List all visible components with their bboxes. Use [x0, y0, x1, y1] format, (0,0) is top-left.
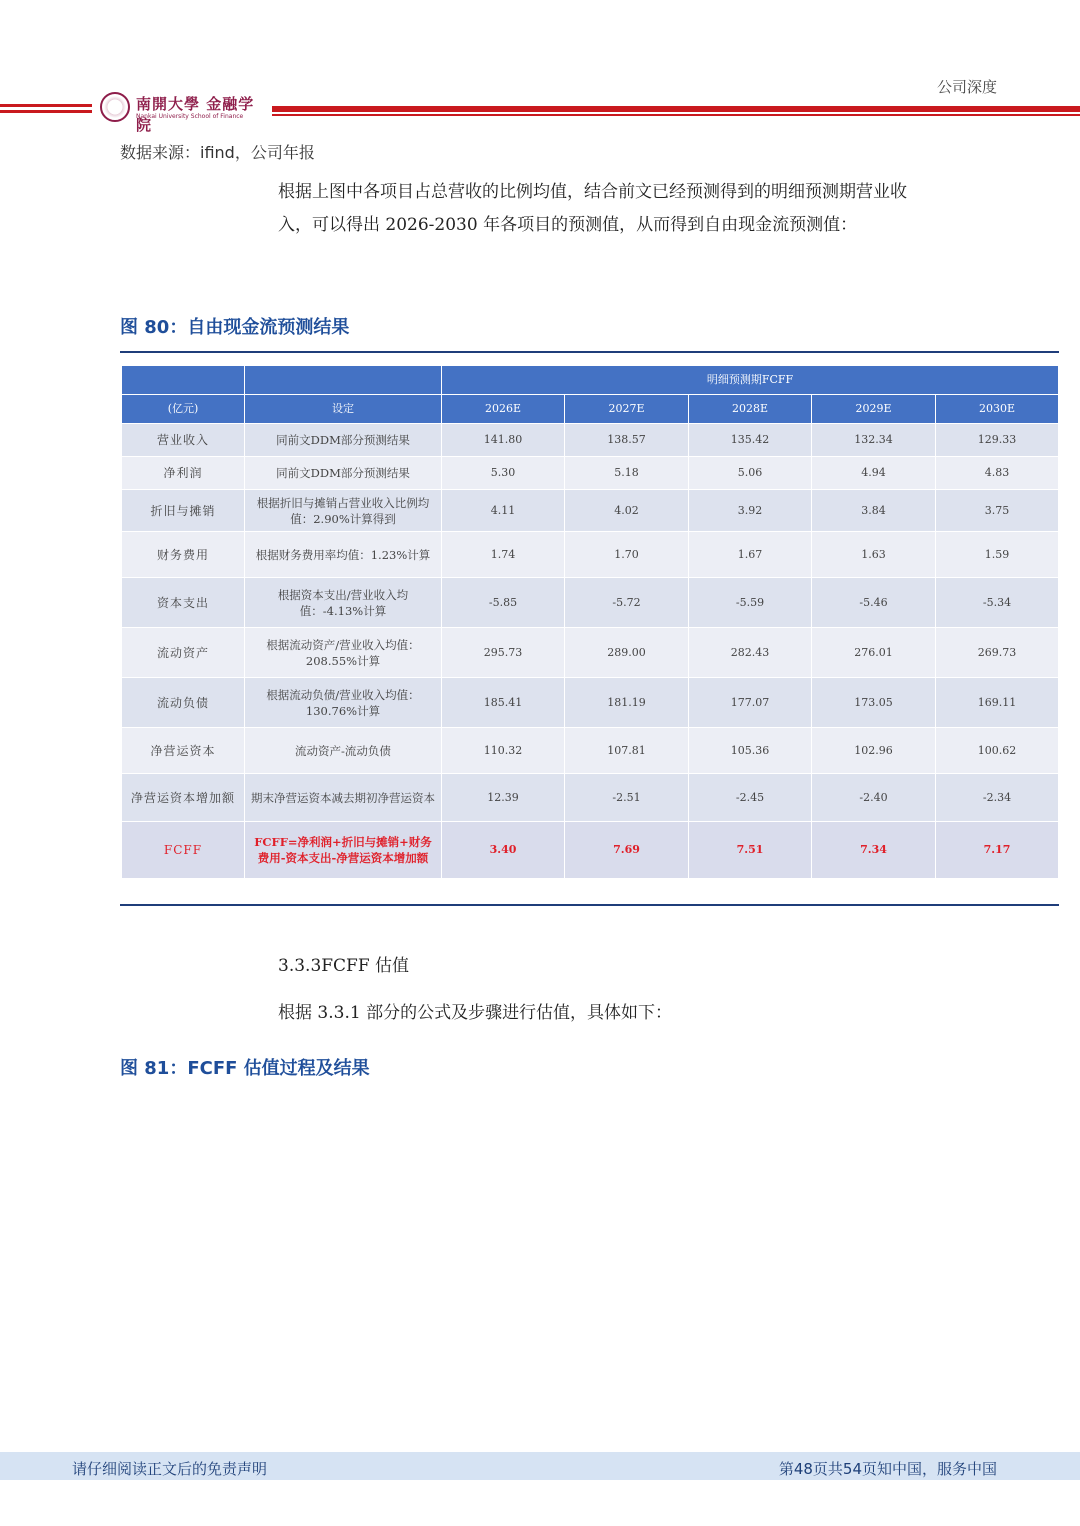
value-cell: 3.92 [689, 490, 812, 532]
value-cell: 100.62 [936, 728, 1059, 774]
col-header-year: 2027E [565, 395, 689, 424]
footer-page-info: 第48页共54页知中国，服务中国 [778, 1460, 997, 1478]
value-cell: 1.74 [442, 532, 565, 578]
value-cell: 185.41 [442, 678, 565, 728]
table-row [122, 424, 1059, 457]
col-header-year: 2029E [812, 395, 936, 424]
table-header-row [122, 395, 1059, 424]
row-item: 营业收入 [122, 424, 245, 457]
row-item: 净营运资本 [122, 728, 245, 774]
row-setting: 同前文DDM部分预测结果 [245, 457, 442, 490]
value-cell: 169.11 [936, 678, 1059, 728]
figure-top-rule [120, 351, 1059, 353]
table-row [122, 532, 1059, 578]
figure-81-title: 图 81：FCFF 估值过程及结果 [120, 1058, 370, 1079]
section-text: 根据 3.3.1 部分的公式及步骤进行估值，具体如下： [278, 1003, 673, 1023]
row-item: 净利润 [122, 457, 245, 490]
paragraph-line: 根据上图中各项目占总营收的比例均值，结合前文已经预测得到的明细预测期营业收 [278, 182, 907, 202]
value-cell: 177.07 [689, 678, 812, 728]
row-item: 资本支出 [122, 578, 245, 628]
value-cell: 7.69 [565, 822, 689, 879]
row-setting: 根据折旧与摊销占营业收入比例均值：2.90%计算得到 [245, 490, 442, 532]
value-cell: 135.42 [689, 424, 812, 457]
value-cell: 105.36 [689, 728, 812, 774]
value-cell: 12.39 [442, 774, 565, 822]
value-cell: -5.59 [689, 578, 812, 628]
row-item: 折旧与摊销 [122, 490, 245, 532]
value-cell: -5.46 [812, 578, 936, 628]
value-cell: 132.34 [812, 424, 936, 457]
table-row [122, 457, 1059, 490]
row-setting: 根据流动资产/营业收入均值：208.55%计算 [245, 628, 442, 678]
value-cell: -2.51 [565, 774, 689, 822]
header-blank-cell [245, 366, 442, 395]
value-cell: 181.19 [565, 678, 689, 728]
logo-sub: Nankai University School of Finance [136, 113, 244, 120]
col-header-year: 2028E [689, 395, 812, 424]
value-cell: -5.72 [565, 578, 689, 628]
col-header-year: 2030E [936, 395, 1059, 424]
value-cell: 5.06 [689, 457, 812, 490]
value-cell: 269.73 [936, 628, 1059, 678]
value-cell: 282.43 [689, 628, 812, 678]
table-row [122, 490, 1059, 532]
row-item: 流动资产 [122, 628, 245, 678]
paragraph-line: 入，可以得出 2026-2030 年各项目的预测值，从而得到自由现金流预测值： [278, 215, 858, 235]
university-logo [100, 92, 270, 134]
value-cell: 295.73 [442, 628, 565, 678]
value-cell: 4.83 [936, 457, 1059, 490]
row-setting: 期末净营运资本减去期初净营运资本 [245, 774, 442, 822]
logo-name: 南開大學 金融学院 [136, 95, 255, 134]
value-cell: 5.30 [442, 457, 565, 490]
value-cell: 4.11 [442, 490, 565, 532]
value-cell: 3.75 [936, 490, 1059, 532]
value-cell: 4.94 [812, 457, 936, 490]
row-item: FCFF [122, 822, 245, 879]
value-cell: -5.85 [442, 578, 565, 628]
fcff-forecast-table [121, 365, 1059, 879]
value-cell: 141.80 [442, 424, 565, 457]
value-cell: 7.17 [936, 822, 1059, 879]
value-cell: 5.18 [565, 457, 689, 490]
table-row [122, 578, 1059, 628]
value-cell: 276.01 [812, 628, 936, 678]
value-cell: 3.40 [442, 822, 565, 879]
row-setting: 根据流动负债/营业收入均值：130.76%计算 [245, 678, 442, 728]
row-item: 财务费用 [122, 532, 245, 578]
header-tag: 公司深度 [936, 78, 997, 96]
value-cell: 7.51 [689, 822, 812, 879]
row-setting: 流动资产-流动负债 [245, 728, 442, 774]
col-header-year: 2026E [442, 395, 565, 424]
value-cell: 138.57 [565, 424, 689, 457]
value-cell: 1.63 [812, 532, 936, 578]
value-cell: 173.05 [812, 678, 936, 728]
value-cell: 1.70 [565, 532, 689, 578]
value-cell: 129.33 [936, 424, 1059, 457]
row-setting: 根据财务费用率均值：1.23%计算 [245, 532, 442, 578]
value-cell: -5.34 [936, 578, 1059, 628]
table-row [122, 728, 1059, 774]
value-cell: -2.40 [812, 774, 936, 822]
row-setting: FCFF=净利润+折旧与摊销+财务费用-资本支出-净营运资本增加额 [245, 822, 442, 879]
value-cell: 289.00 [565, 628, 689, 678]
value-cell: 3.84 [812, 490, 936, 532]
value-cell: 7.34 [812, 822, 936, 879]
table-row [122, 774, 1059, 822]
value-cell: -2.45 [689, 774, 812, 822]
figure-80-title: 图 80：自由现金流预测结果 [120, 317, 350, 338]
row-setting: 同前文DDM部分预测结果 [245, 424, 442, 457]
source-note: 数据来源：ifind，公司年报 [120, 143, 315, 162]
value-cell: 1.59 [936, 532, 1059, 578]
header-blank-cell [122, 366, 245, 395]
row-setting: 根据资本支出/营业收入均值：-4.13%计算 [245, 578, 442, 628]
col-header-unit: (亿元) [122, 395, 245, 424]
section-heading: 3.3.3FCFF 估值 [278, 956, 410, 976]
value-cell: 1.67 [689, 532, 812, 578]
group-header: 明细预测期FCFF [442, 366, 1059, 395]
seal-icon [100, 92, 130, 122]
table-row [122, 628, 1059, 678]
value-cell: 4.02 [565, 490, 689, 532]
footer-disclaimer: 请仔细阅读正文后的免责声明 [72, 1460, 268, 1478]
value-cell: 110.32 [442, 728, 565, 774]
value-cell: 102.96 [812, 728, 936, 774]
figure-bottom-rule [120, 904, 1059, 906]
table-group-header-row [122, 366, 1059, 395]
value-cell: 107.81 [565, 728, 689, 774]
value-cell: -2.34 [936, 774, 1059, 822]
row-item: 流动负债 [122, 678, 245, 728]
table-row [122, 678, 1059, 728]
row-item: 净营运资本增加额 [122, 774, 245, 822]
col-header-setting: 设定 [245, 395, 442, 424]
fcff-total-row [122, 822, 1059, 879]
